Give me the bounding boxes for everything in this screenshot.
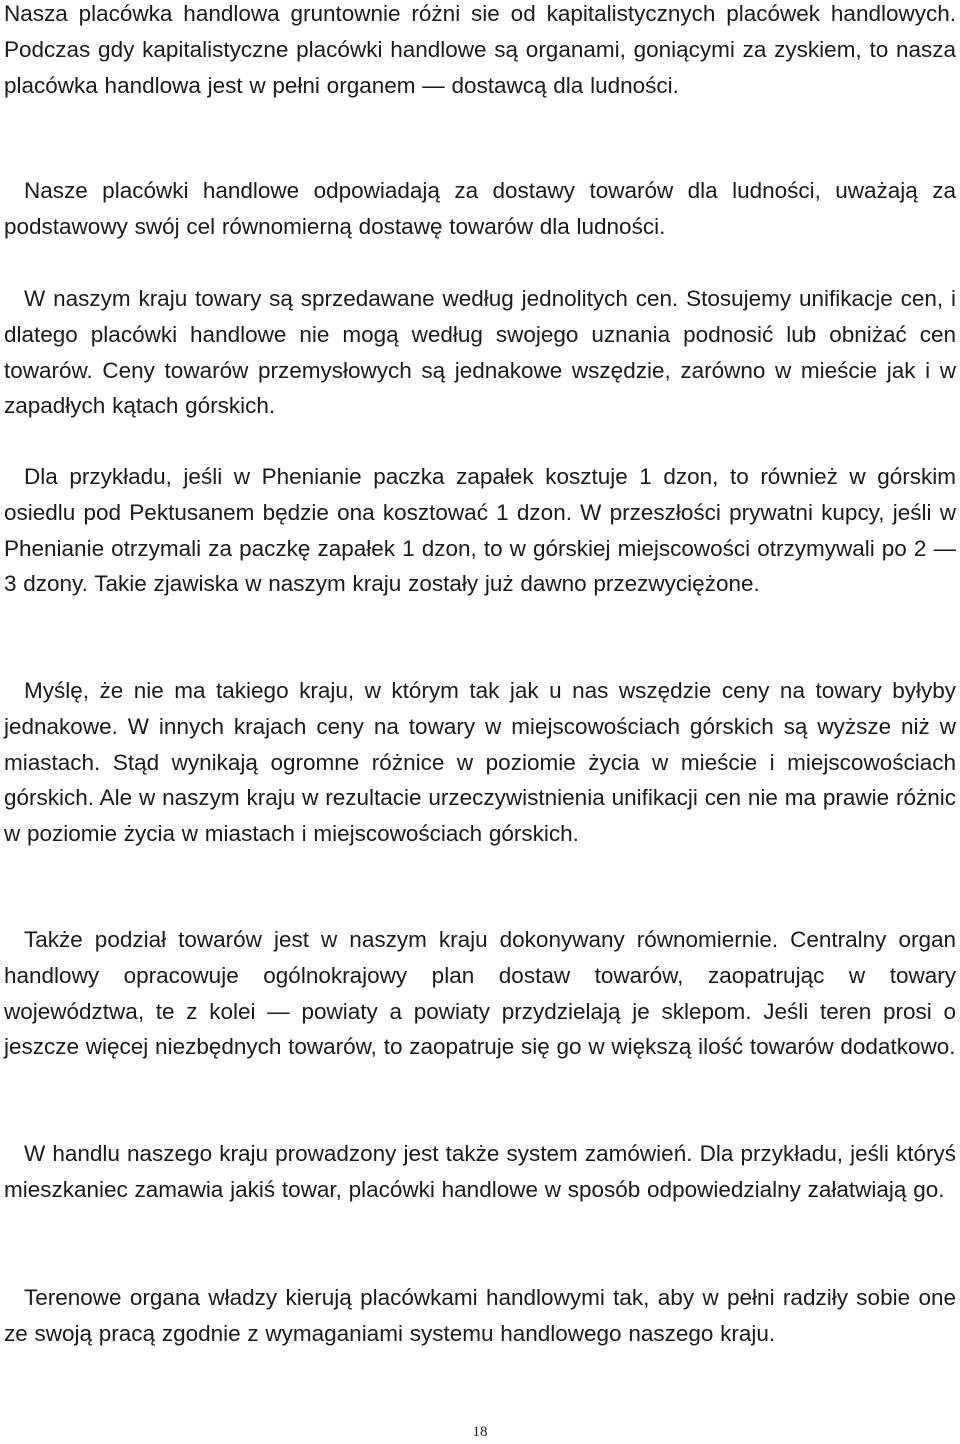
page-number: 18 xyxy=(472,1424,488,1440)
paragraph-8: Terenowe organa władzy kierują placówkami handlowymi tak, aby w pełni radziły sobie one ze swoją pracą zgodnie z wymaganiami systemu handlowego naszego kraju. xyxy=(4,1285,956,1346)
paragraph-5: Myślę, że nie ma takiego kraju, w którym tak jak u nas wszędzie ceny na towary byłyby jednakowe. W innych krajach ceny na towary w miejscowościach górskich są wyższe niż w miastach. Stąd wynikają ogromne różnice w poziomie życia w mieście i miejscowościach górskich. Ale w naszym kraju w rezultacie urzeczywistnienia unifikacji cen nie ma prawie różnic w poziomie życia w miastach i miejscowościach górskich. xyxy=(4,678,956,847)
paragraph-6: Także podział towarów jest w naszym kraju dokonywany równomiernie. Centralny organ handlowy opracowuje ogólnokrajowy plan dostaw towarów, zaopatrując w towary województwa, te z kolei — powiaty a powiaty przydzielają je sklepom. Jeśli teren prosi o jeszcze więcej niezbędnych towarów, to zaopatruje się go w większą ilość towarów dodatkowo. xyxy=(4,927,956,1060)
paragraph-2: Nasze placówki handlowe odpowiadają za dostawy towarów dla ludności, uważają za podstawowy swój cel równomierną dostawę towarów dla ludności. xyxy=(4,178,956,239)
paragraph-1: Nasza placówka handlowa gruntownie różni sie od kapitalistycznych placówek handlowych. Podczas gdy kapitalistyczne placówki handlowe są organami, goniącymi za zyskiem, to nasza placówka handlowa jest w pełni organem — dostawcą dla ludności. xyxy=(4,1,956,98)
paragraph-4: Dla przykładu, jeśli w Phenianie paczka zapałek kosztuje 1 dzon, to również w górskim osiedlu pod Pektusanem będzie ona kosztować 1 dzon. W przeszłości prywatni kupcy, jeśli w Phenianie otrzymali za paczkę zapałek 1 dzon, to w górskiej miejscowości otrzymywali po 2 — 3 dzony. Takie zjawiska w naszym kraju zostały już dawno przezwyciężone. xyxy=(4,464,956,597)
paragraph-7: W handlu naszego kraju prowadzony jest także system zamówień. Dla przykładu, jeśli któryś mieszkaniec zamawia jakiś towar, placówki handlowe w sposób odpowiedzialny załatwiają go. xyxy=(4,1141,956,1202)
paragraph-3: W naszym kraju towary są sprzedawane według jednolitych cen. Stosujemy unifikacje cen, i dlatego placówki handlowe nie mogą według swojego uznania podnosić lub obniżać cen towarów. Ceny towarów przemysłowych są jednakowe wszędzie, zarówno w mieście jak i w zapadłych kątach górskich. xyxy=(4,286,956,419)
